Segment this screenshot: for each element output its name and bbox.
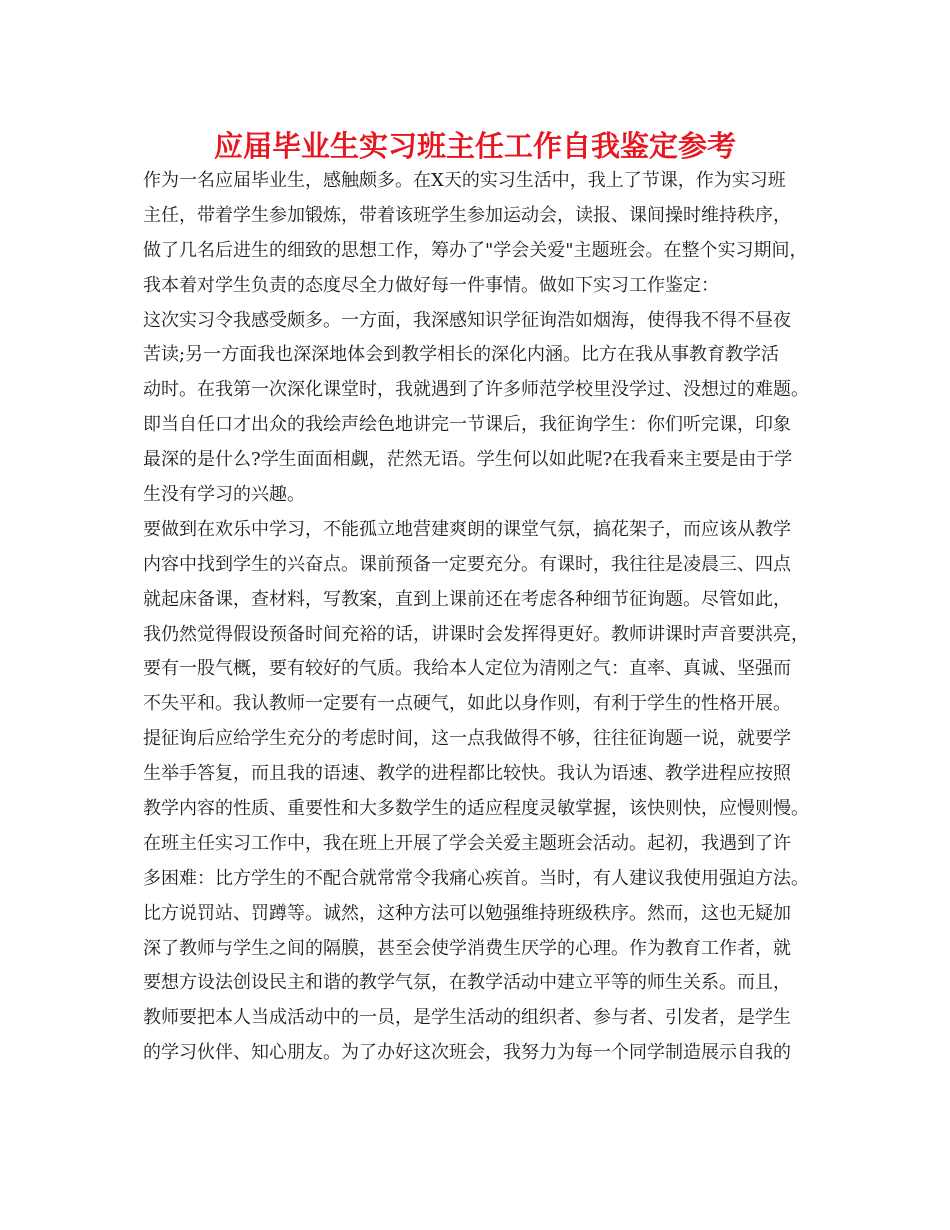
body-line: 提征询后应给学生充分的考虑时间，这一点我做得不够，往往征询题一说，就要学	[143, 728, 791, 750]
body-line: 教学内容的性质、重要性和大多数学生的适应程度灵敏掌握，该快则快，应慢则慢。	[143, 798, 809, 820]
body-line: 在班主任实习工作中，我在班上开展了学会关爱主题班会活动。起初，我遇到了许	[143, 832, 791, 854]
body-line: 生举手答复，而且我的语速、教学的进程都比较快。我认为语速、教学进程应按照	[143, 763, 791, 785]
body-line: 不失平和。我认教师一定要有一点硬气，如此以身作则，有利于学生的性格开展。	[143, 693, 791, 715]
document-body	[143, 164, 833, 1071]
body-line: 做了几名后进生的细致的思想工作，筹办了"学会关爱"主题班会。在整个实习期间，	[143, 239, 808, 261]
body-line: 苦读;另一方面我也深深地体会到教学相长的深化内涵。比方在我从事教育教学活	[143, 344, 780, 366]
body-line: 教师要把本人当成活动中的一员，是学生活动的组织者、参与者、引发者，是学生	[143, 1007, 791, 1029]
body-line: 多困难：比方学生的不配合就常常令我痛心疾首。当时，有人建议我使用强迫方法。	[143, 867, 809, 889]
body-line: 要做到在欢乐中学习，不能孤立地营建爽朗的课堂气氛，搞花架子，而应该从教学	[143, 518, 791, 540]
body-line: 比方说罚站、罚蹲等。诚然，这种方法可以勉强维持班级秩序。然而，这也无疑加	[143, 902, 791, 924]
body-line: 就起床备课，查材料，写教案，直到上课前还在考虑各种细节征询题。尽管如此，	[143, 588, 791, 610]
body-line: 动时。在我第一次深化课堂时，我就遇到了许多师范学校里没学过、没想过的难题。	[143, 379, 809, 401]
body-line: 深了教师与学生之间的隔膜，甚至会使学消费生厌学的心理。作为教育工作者，就	[143, 937, 791, 959]
body-line: 生没有学习的兴趣。	[143, 484, 305, 506]
body-line: 我本着对学生负责的态度尽全力做好每一件事情。做如下实习工作鉴定：	[143, 274, 719, 296]
body-line: 要有一股气概，要有较好的气质。我给本人定位为清刚之气：直率、真诚、坚强而	[143, 658, 791, 680]
body-line: 内容中找到学生的兴奋点。课前预备一定要充分。有课时，我往往是凌晨三、四点	[143, 553, 791, 575]
document-title: 应届毕业生实习班主任工作自我鉴定参考	[213, 129, 736, 163]
body-line: 我仍然觉得假设预备时间充裕的话，讲课时会发挥得更好。教师讲课时声音要洪亮，	[143, 623, 809, 645]
body-line: 要想方设法创设民主和谐的教学气氛，在教学活动中建立平等的师生关系。而且，	[143, 972, 791, 994]
body-line: 作为一名应届毕业生，感触颇多。在X天的实习生活中，我上了节课，作为实习班	[143, 170, 786, 191]
body-line: 即当自任口才出众的我绘声绘色地讲完一节课后，我征询学生：你们听完课，印象	[143, 414, 791, 436]
body-line: 这次实习令我感受颇多。一方面，我深感知识学征询浩如烟海，使得我不得不昼夜	[143, 309, 791, 331]
body-line: 的学习伙伴、知心朋友。为了办好这次班会，我努力为每一个同学制造展示自我的	[143, 1042, 791, 1064]
body-line: 主任，带着学生参加锻炼，带着该班学生参加运动会，读报、课间操时维持秩序，	[143, 204, 791, 226]
body-line: 最深的是什么?学生面面相觑，茫然无语。学生何以如此呢?在我看来主要是由于学	[143, 449, 793, 471]
